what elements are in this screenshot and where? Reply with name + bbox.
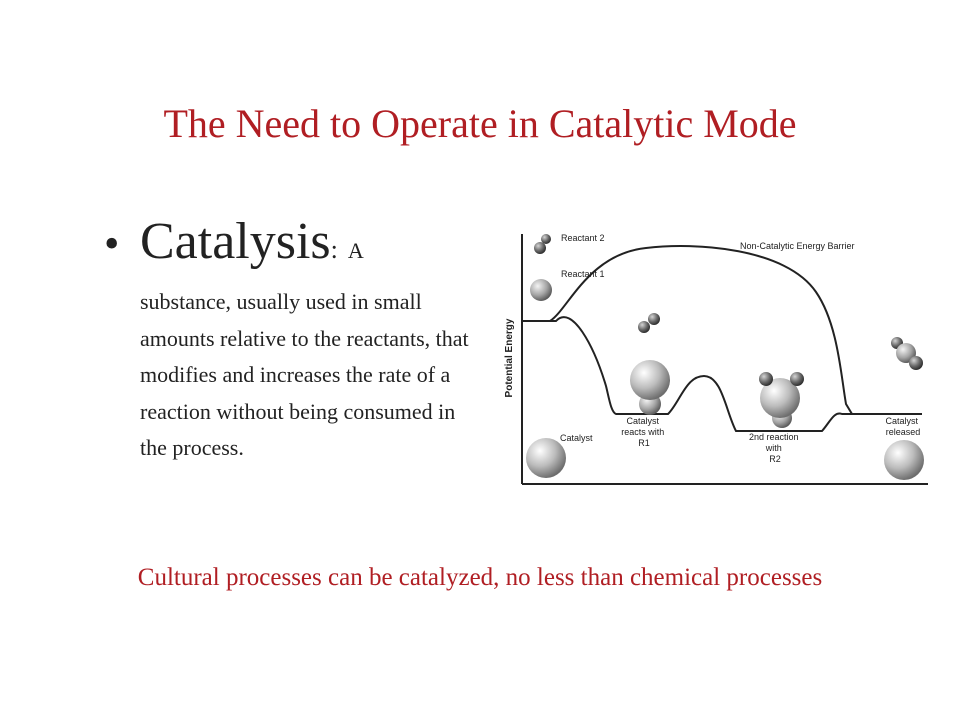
- reactant1-atom: [530, 279, 552, 301]
- definition-text: substance, usually used in small amounts relative to the reactants, that modifies and increases the rate of a reaction without being consumed in the process.: [140, 289, 469, 460]
- step1-label-line: reacts with: [621, 427, 665, 437]
- barrier-label: Non-Catalytic Energy Barrier: [740, 241, 855, 251]
- step2-label-line: with: [765, 443, 782, 453]
- reactant2-molecule: [534, 234, 551, 254]
- footer-caption: Cultural processes can be catalyzed, no less than chemical processes: [137, 564, 823, 591]
- released-label-line: Catalyst: [885, 416, 918, 426]
- y-axis-label: Potential Energy: [504, 318, 515, 398]
- step1-label-line: R1: [638, 438, 650, 448]
- bullet-marker: •: [104, 219, 120, 268]
- catalyst-r1-complex: [630, 360, 670, 415]
- step2-label-line: 2nd reaction: [748, 432, 799, 442]
- released-label: [885, 416, 920, 437]
- step1-label-line: Catalyst: [626, 416, 659, 426]
- slide-title: The Need to Operate in Catalytic Mode: [163, 101, 797, 146]
- term-catalysis: Catalysis: [140, 213, 331, 270]
- bullet-heading: [140, 213, 364, 270]
- released-label-line: released: [885, 427, 921, 437]
- term-colon: :: [330, 235, 338, 264]
- definition-first-word: A: [347, 238, 364, 263]
- reactant2-molecule: [638, 313, 660, 333]
- catalyst-label: Catalyst: [560, 433, 593, 443]
- step2-label: [749, 432, 801, 464]
- released-catalyst-atom: [884, 440, 924, 480]
- energy-diagram: [496, 226, 936, 492]
- catalyst-r2-complex: [759, 372, 804, 428]
- step2-label-line: R2: [769, 454, 781, 464]
- product-molecule: [891, 337, 923, 370]
- reactant1-label: Reactant 1: [561, 269, 605, 279]
- catalyzed-pathway-curve: [522, 317, 854, 431]
- reactant2-label: Reactant 2: [561, 233, 605, 243]
- catalyst-atom: [526, 438, 566, 478]
- step1-label: [621, 416, 667, 448]
